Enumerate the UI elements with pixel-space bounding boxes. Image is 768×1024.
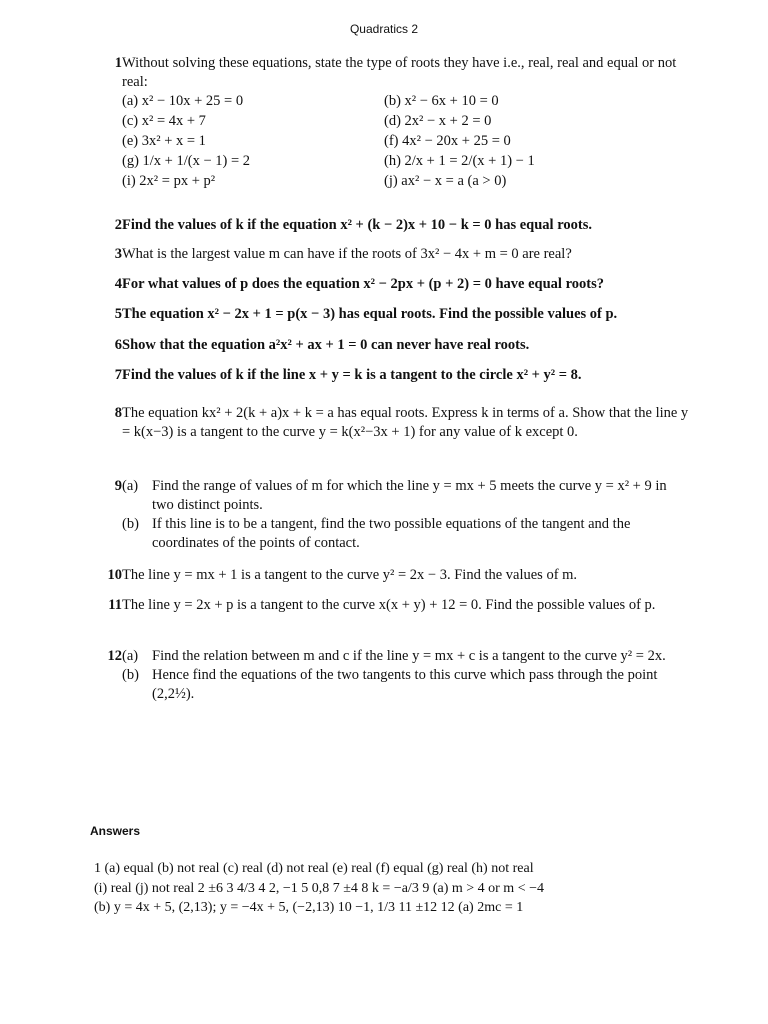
question-text: The line y = 2x + p is a tangent to the curve x(x + y) + 12 = 0. Find the possible values of p.: [122, 597, 656, 613]
part-i: (i) 2x² = px + p²: [122, 173, 216, 189]
question-text: Without solving these equations, state the type of roots they have i.e., real, real and equal or not real:: [122, 55, 677, 90]
question-number: 1: [114, 55, 122, 71]
question-parts: [122, 92, 690, 191]
part-f: (f) 4x² − 20x + 25 = 0: [384, 133, 511, 149]
subpart-text: Hence find the equations of the two tangents to this curve which pass through the point (2,2½).: [152, 667, 658, 702]
question-text: The equation kx² + 2(k + a)x + k = a has equal roots. Express k in terms of a. Show that the line y = k(x−3) is a tangent to the curve y = k(x²−3x + 1) for any value of k except 0.: [122, 405, 689, 440]
subpart-text: If this line is to be a tangent, find the two possible equations of the tangent and the coordinates of the points of contact.: [152, 516, 631, 551]
question-9: [100, 477, 690, 553]
subpart-label: (a): [122, 478, 139, 494]
question-number: 8: [114, 405, 122, 421]
question-8: [100, 404, 690, 442]
question-number: 9: [114, 478, 122, 494]
question-number: 4: [114, 276, 122, 292]
question-number: 2: [114, 217, 122, 233]
subpart-a: [122, 477, 690, 515]
question-number: 6: [114, 337, 122, 353]
question-number: 10: [107, 567, 122, 583]
question-text: Show that the equation a²x² + ax + 1 = 0 can never have real roots.: [122, 337, 530, 353]
subpart-label: (b): [122, 667, 139, 683]
part-g: (g) 1/x + 1/(x − 1) = 2: [122, 153, 251, 169]
part-j: (j) ax² − x = a (a > 0): [384, 173, 507, 189]
question-text: Find the values of k if the equation x² + (k − 2)x + 10 − k = 0 has equal roots.: [122, 217, 592, 233]
question-number: 7: [114, 367, 122, 383]
question-7: [100, 366, 690, 385]
subpart-label: (a): [122, 648, 139, 664]
question-11: [100, 596, 690, 615]
question-text: What is the largest value m can have if the roots of 3x² − 4x + m = 0 are real?: [122, 246, 572, 262]
subpart-b: [122, 515, 690, 553]
question-text: For what values of p does the equation x² − 2px + (p + 2) = 0 have equal roots?: [122, 276, 604, 292]
answer-line: 1 (a) equal (b) not real (c) real (d) not real (e) real (f) equal (g) real (h) not real: [94, 861, 534, 876]
part-e: (e) 3x² + x = 1: [122, 133, 206, 149]
question-5: [100, 305, 690, 324]
answer-line: (i) real (j) not real 2 ±6 3 4/3 4 2, −1 5 0,8 7 ±4 8 k = −a/3 9 (a) m > 4 or m < −4: [94, 880, 544, 896]
question-6: [100, 336, 690, 355]
part-c: (c) x² = 4x + 7: [122, 113, 206, 129]
answers-heading: Answers: [90, 824, 141, 838]
question-2: [100, 216, 690, 235]
question-text: The line y = mx + 1 is a tangent to the curve y² = 2x − 3. Find the values of m.: [122, 567, 578, 583]
question-12: [100, 647, 690, 704]
subpart-text: Find the range of values of m for which the line y = mx + 5 meets the curve y = x² + 9 in two distinct points.: [152, 478, 667, 513]
question-number: 5: [114, 306, 122, 322]
question-number: 11: [108, 597, 122, 613]
question-1: [100, 54, 690, 191]
subpart-a: [122, 647, 690, 666]
question-10: [100, 566, 690, 585]
question-3: [100, 245, 690, 264]
subpart-label: (b): [122, 516, 139, 532]
part-a: (a) x² − 10x + 25 = 0: [122, 93, 244, 109]
answer-line: (b) y = 4x + 5, (2,13); y = −4x + 5, (−2,13) 10 −1, 1/3 11 ±12 12 (a) 2mc = 1: [94, 900, 524, 915]
question-number: 12: [107, 648, 122, 664]
part-h: (h) 2/x + 1 = 2/(x + 1) − 1: [384, 153, 535, 169]
question-text: Find the values of k if the line x + y = k is a tangent to the circle x² + y² = 8.: [122, 367, 582, 383]
question-4: [100, 275, 690, 294]
page-title: Quadratics 2: [349, 22, 419, 36]
part-d: (d) 2x² − x + 2 = 0: [384, 113, 492, 129]
subpart-text: Find the relation between m and c if the line y = mx + c is a tangent to the curve y² = 2x.: [152, 648, 666, 664]
question-number: 3: [114, 246, 122, 262]
answers-block: [94, 859, 694, 918]
part-b: (b) x² − 6x + 10 = 0: [384, 93, 499, 109]
question-text: The equation x² − 2x + 1 = p(x − 3) has equal roots. Find the possible values of p.: [122, 306, 618, 322]
subpart-b: [122, 666, 690, 704]
